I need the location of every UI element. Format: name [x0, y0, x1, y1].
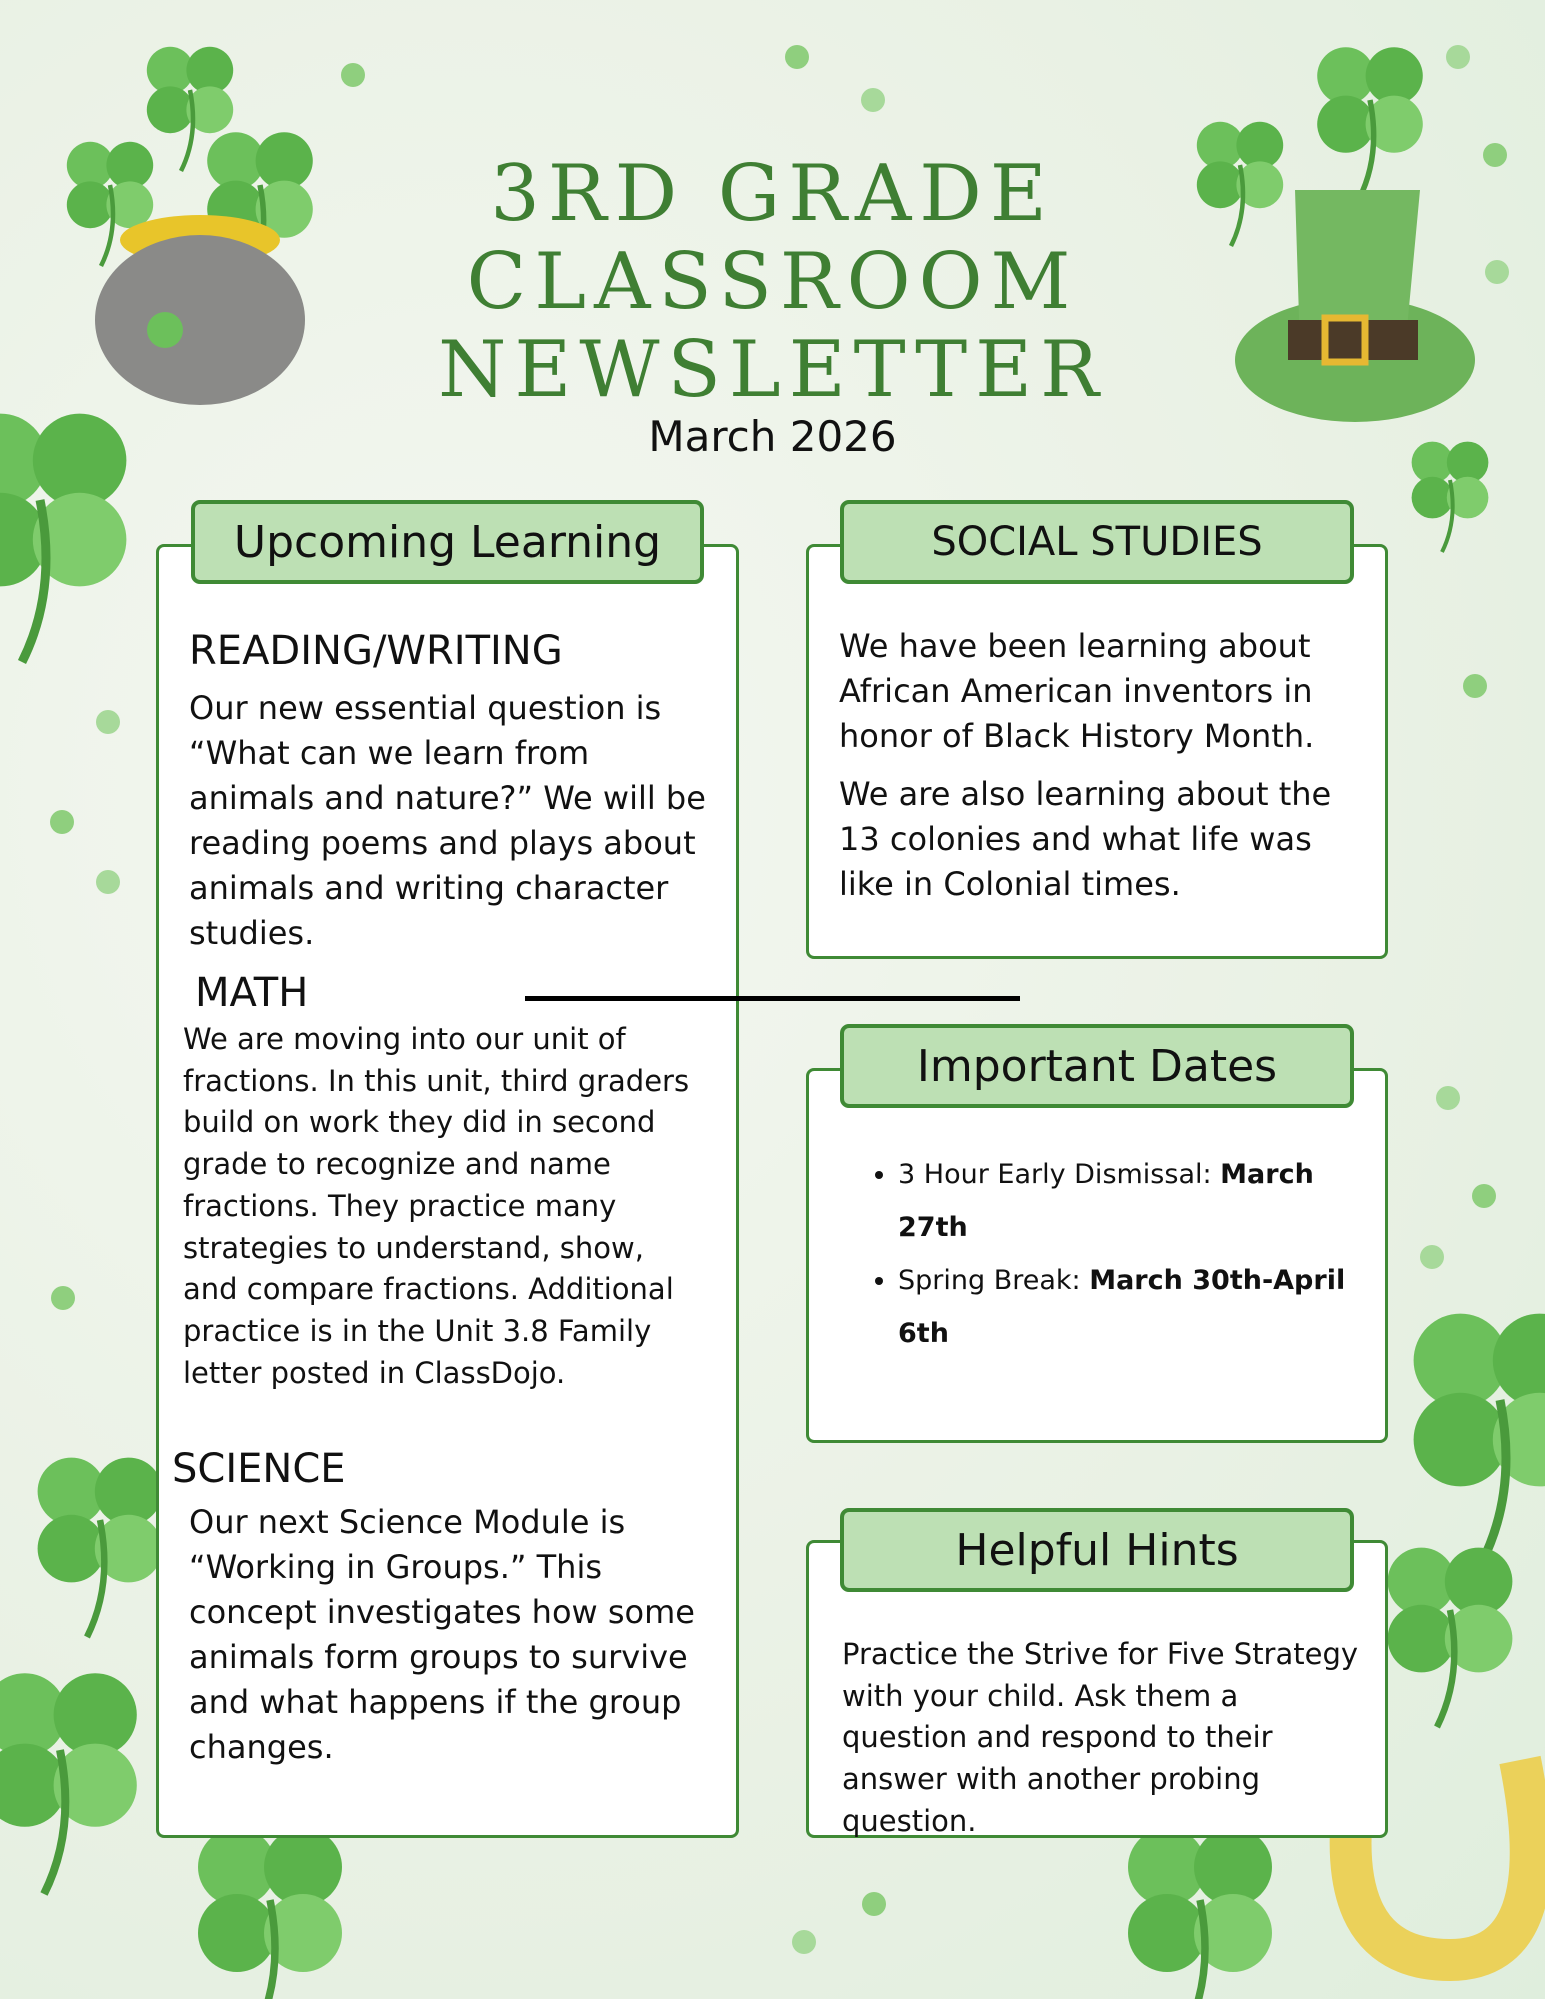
social-studies-text-1: We have been learning about African American inventors in honor of Black History Month. [839, 627, 1315, 755]
math-title: MATH [195, 970, 309, 1016]
helpful-hints-heading: Helpful Hints [840, 1508, 1354, 1592]
date-item: • Spring Break: March 30th-April 6th [898, 1254, 1348, 1360]
helpful-hints-text: Practice the Strive for Five Strategy with your child. Ask them a question and respond to their answer with another probing question. [842, 1637, 1359, 1838]
reading-writing-title: READING/WRITING [189, 628, 563, 674]
important-dates-heading: Important Dates [840, 1024, 1354, 1108]
title-line: CLASSROOM [466, 237, 1079, 327]
date-item: • 3 Hour Early Dismissal: March 27th [898, 1148, 1348, 1254]
science-title: SCIENCE [172, 1446, 346, 1492]
title-line: 3RD GRADE [490, 149, 1055, 239]
divider-line [525, 996, 1020, 1001]
math-text: We are moving into our unit of fractions. In this unit, third graders build on work they did in second grade to recognize and name fractions. They practice many strategies to understand, show, and compare fractions. Additional practice is in the Unit 3.8 Family letter posted in ClassDojo. [183, 1022, 690, 1390]
science-text: Our next Science Module is “Working in Groups.” This concept investigates how some animals form groups to survive and what happens if the group changes. [189, 1503, 695, 1766]
newsletter-title [0, 150, 1545, 414]
newsletter-date: March 2026 [648, 412, 897, 461]
social-studies-text-2: We are also learning about the 13 colonies and what life was like in Colonial times. [839, 775, 1332, 903]
reading-writing-text: Our new essential question is “What can we learn from animals and nature?” We will be reading poems and plays about animals and writing character studies. [189, 689, 706, 952]
social-studies-heading: SOCIAL STUDIES [840, 500, 1354, 584]
title-line: NEWSLETTER [438, 325, 1107, 415]
important-dates-list [858, 1148, 1348, 1360]
upcoming-learning-heading: Upcoming Learning [191, 500, 704, 584]
